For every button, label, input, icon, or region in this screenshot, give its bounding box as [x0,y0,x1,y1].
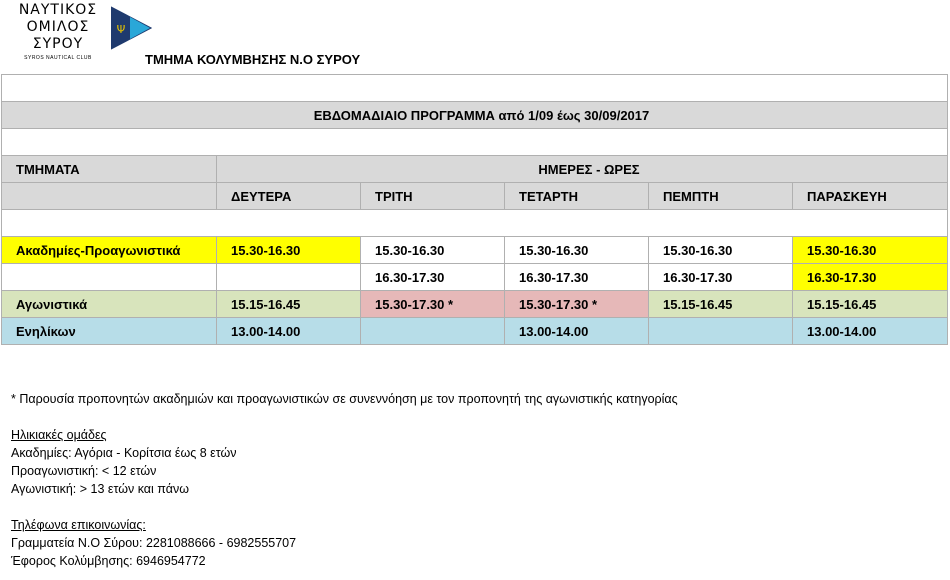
days-header: ΗΜΕΡΕΣ - ΩΡΕΣ [217,156,948,183]
schedule-title: ΕΒΔΟΜΑΔΙΑΙΟ ΠΡΟΓΡΑΜΜΑ από 1/09 έως 30/09/2017 [2,102,948,129]
day-names-row [2,183,948,210]
day-monday: ΔΕΥΤΕΡΑ [217,183,361,210]
pennant-flag-icon [110,6,152,50]
day-thursday: ΠΕΜΠΤΗ [649,183,793,210]
footnote: * Παρουσία προπονητών ακαδημιών και προαγωνιστικών σε συνεννόηση με τον προπονητή της αγωνιστικής κατηγορίας [11,392,678,406]
blank-row [2,75,948,102]
time-cell: 15.30-16.30 [649,237,793,264]
club-logo [10,2,145,62]
schedule-table [1,74,948,345]
list-item: Γραμματεία Ν.Ο Σύρου: 2281088666 - 6982555707 [11,536,297,550]
blank-cell [2,210,948,237]
time-cell: 15.30-16.30 [793,237,948,264]
logo-subtitle: SYROS NAUTICAL CLUB [24,55,92,61]
time-cell [649,318,793,345]
empty-header-cell [2,183,217,210]
time-cell: 13.00-14.00 [505,318,649,345]
time-cell [217,264,361,291]
logo-text [10,2,106,53]
logo-line-3: ΣΥΡΟΥ [32,36,84,52]
list-item: Αγωνιστική: > 13 ετών και πάνω [11,482,189,496]
blank-cell [2,129,948,156]
logo-line-2: ΟΜΙΛΟΣ [26,19,90,35]
time-cell: 15.15-16.45 [793,291,948,318]
time-cell: 16.30-17.30 [649,264,793,291]
notes-section [11,390,678,570]
table-row [2,237,948,264]
time-cell: 15.30-17.30 * [505,291,649,318]
time-cell: 15.15-16.45 [649,291,793,318]
group-name [2,264,217,291]
day-friday: ΠΑΡΑΣΚΕΥΗ [793,183,948,210]
blank-cell [2,75,948,102]
contacts-heading: Τηλέφωνα επικοινωνίας: [11,518,146,532]
day-tuesday: ΤΡΙΤΗ [361,183,505,210]
group-name: Αγωνιστικά [2,291,217,318]
time-cell: 15.30-17.30 * [361,291,505,318]
time-cell: 13.00-14.00 [793,318,948,345]
list-item: Προαγωνιστική: < 12 ετών [11,464,157,478]
header-row [2,156,948,183]
table-row [2,264,948,291]
table-row [2,291,948,318]
time-cell: 13.00-14.00 [217,318,361,345]
groups-header: ΤΜΗΜΑΤΑ [2,156,217,183]
time-cell: 15.30-16.30 [361,237,505,264]
day-wednesday: ΤΕΤΑΡΤΗ [505,183,649,210]
time-cell: 15.30-16.30 [217,237,361,264]
group-name: Ενηλίκων [2,318,217,345]
time-cell: 16.30-17.30 [505,264,649,291]
department-title: ΤΜΗΜΑ ΚΟΛΥΜΒΗΣΗΣ Ν.Ο ΣΥΡΟΥ [145,52,361,67]
table-row [2,318,948,345]
blank-row [2,210,948,237]
svg-text:Ψ: Ψ [116,23,126,36]
logo-line-1: ΝΑΥΤΙΚΟΣ [18,2,98,18]
blank-row [2,129,948,156]
time-cell: 16.30-17.30 [361,264,505,291]
time-cell [361,318,505,345]
group-name: Ακαδημίες-Προαγωνιστικά [2,237,217,264]
time-cell: 15.30-16.30 [505,237,649,264]
age-groups-heading: Ηλικιακές ομάδες [11,428,107,442]
list-item: Ακαδημίες: Αγόρια - Κορίτσια έως 8 ετών [11,446,237,460]
title-row [2,102,948,129]
list-item: Έφορος Κολύμβησης: 6946954772 [11,554,206,568]
time-cell: 15.15-16.45 [217,291,361,318]
time-cell: 16.30-17.30 [793,264,948,291]
